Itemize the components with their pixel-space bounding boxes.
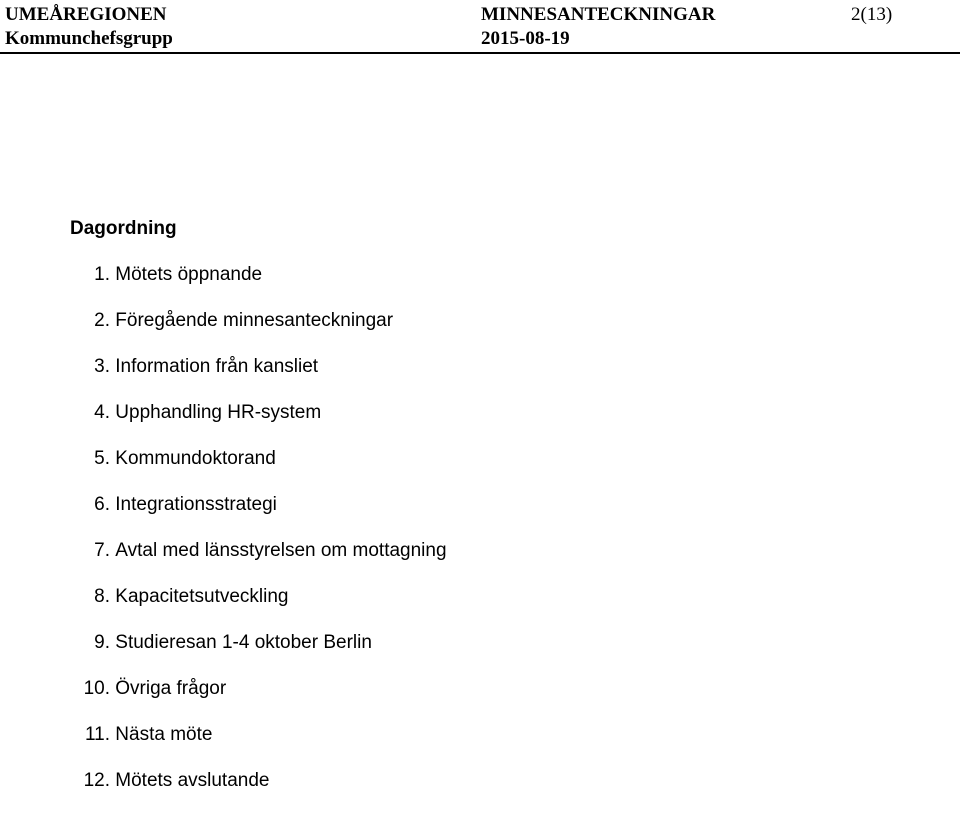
agenda-item-number: 3. — [94, 356, 110, 377]
agenda-item-text: Studieresan 1-4 oktober Berlin — [115, 632, 372, 653]
agenda-item — [70, 492, 447, 538]
agenda-item-number: 4. — [94, 402, 110, 423]
agenda-item — [70, 262, 447, 308]
agenda-item-number: 1. — [94, 264, 110, 285]
agenda-list — [70, 262, 447, 814]
agenda-item — [70, 768, 447, 814]
agenda-item — [70, 538, 447, 584]
agenda-item-text: Upphandling HR-system — [115, 402, 322, 423]
agenda-item-text: Övriga frågor — [115, 678, 227, 699]
agenda-item-number: 10. — [83, 678, 110, 699]
agenda-item-text: Information från kansliet — [115, 356, 319, 377]
agenda-item — [70, 354, 447, 400]
group-name: Kommunchefsgrupp — [5, 28, 173, 49]
agenda-item-text: Mötets avslutande — [115, 770, 270, 791]
agenda-item-number: 6. — [94, 494, 110, 515]
page-number: 2(13) — [851, 4, 893, 25]
agenda-item — [70, 722, 447, 768]
agenda-item-text: Avtal med länsstyrelsen om mottagning — [115, 540, 447, 561]
agenda-item-number: 11. — [84, 724, 110, 745]
agenda-item — [70, 630, 447, 676]
agenda-item — [70, 400, 447, 446]
page-header — [0, 0, 960, 54]
agenda-item — [70, 308, 447, 354]
agenda-item-number: 9. — [94, 632, 110, 653]
agenda-item-number: 7. — [94, 540, 110, 561]
document-type: MINNESANTECKNINGAR — [481, 4, 716, 25]
agenda-item — [70, 446, 447, 492]
agenda-item-text: Kapacitetsutveckling — [115, 586, 289, 607]
agenda-item-text: Föregående minnesanteckningar — [115, 310, 394, 331]
agenda-item-text: Nästa möte — [115, 724, 213, 745]
agenda-item-number: 12. — [83, 770, 110, 791]
agenda-section — [70, 216, 447, 814]
agenda-item-number: 5. — [94, 448, 110, 469]
agenda-title: Dagordning — [70, 218, 177, 239]
meeting-date: 2015-08-19 — [481, 28, 570, 49]
agenda-item-text: Kommundoktorand — [115, 448, 276, 469]
agenda-item-text: Mötets öppnande — [115, 264, 263, 285]
agenda-item-number: 2. — [94, 310, 110, 331]
organization-name: UMEÅREGIONEN — [5, 4, 167, 25]
agenda-item — [70, 676, 447, 722]
agenda-item-number: 8. — [94, 586, 110, 607]
agenda-item-text: Integrationsstrategi — [115, 494, 277, 515]
agenda-item — [70, 584, 447, 630]
